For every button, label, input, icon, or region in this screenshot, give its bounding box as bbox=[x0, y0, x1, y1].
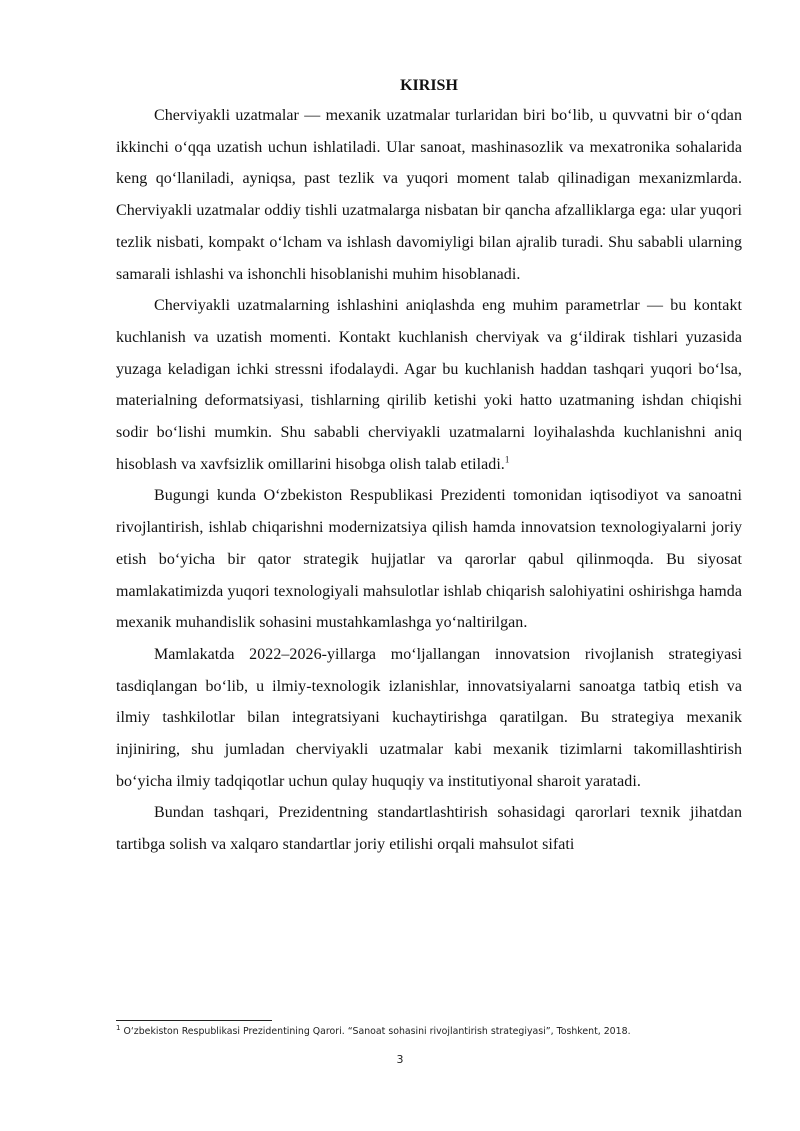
document-body bbox=[116, 76, 742, 861]
paragraph-3: Bugungi kunda O‘zbekiston Respublikasi Prezidenti tomonidan iqtisodiyot va sanoatni rivojlantirish, ishlab chiqarishni modernizatsiya qilish hamda innovatsion texnologiyalarni joriy etish bo‘yicha bir qator strategik hujjatlar va qarorlar qabul qilinmoqda. Bu siyosat mamlakatimizda yuqori texnologiyali mahsulotlar ishlab chiqarish salohiyatini oshirishga hamda mexanik muhandislik sohasini mustahkamlashga yo‘naltirilgan. bbox=[116, 487, 742, 632]
footnote-marker: 1 bbox=[116, 1023, 121, 1032]
footnote-area bbox=[116, 1020, 742, 1039]
footnote bbox=[116, 1025, 742, 1039]
paragraph-2-text: Cherviyakli uzatmalarning ishlashini aniqlashda eng muhim parametrlar — bu kontakt kuchlanish va uzatish momenti. Kontakt kuchlanish cherviyak va g‘ildirak tishlari yuzasida yuzaga keladigan ichki stressni ifodalaydi. Agar bu kuchlanish haddan tashqari yuqori bo‘lsa, materialning deformatsiyasi, tishlarning qirilib ketishi yoki hatto uzatmaning ishdan chiqishi sodir bo‘lishi mumkin. Shu sababli cherviyakli uzatmalarni loyihalashda kuchlanishni aniq hisoblash va xavfsizlik omillarini hisobga olish talab etiladi. bbox=[116, 297, 742, 473]
footnote-text: O‘zbekiston Respublikasi Prezidentining Qarori. “Sanoat sohasini rivojlantirish strategiyasi”, Toshkent, 2018. bbox=[120, 1026, 631, 1037]
section-title: KIRISH bbox=[400, 77, 458, 94]
footnote-reference[interactable]: 1 bbox=[504, 454, 510, 465]
page-number: 3 bbox=[396, 1053, 404, 1066]
footnote-separator bbox=[116, 1020, 272, 1021]
paragraph-1: Cherviyakli uzatmalar — mexanik uzatmalar turlaridan biri bo‘lib, u quvvatni bir o‘qdan ikkinchi o‘qqa uzatish uchun ishlatiladi. Ular sanoat, mashinasozlik va mexatronika sohalarida keng qo‘llaniladi, ayniqsa, past tezlik va yuqori moment talab qilinadigan mexanizmlarda. Cherviyakli uzatmalar oddiy tishli uzatmalarga nisbatan bir qancha afzalliklarga ega: ular yuqori tezlik nisbati, kompakt o‘lcham va ishlash davomiyligi bilan ajralib turadi. Shu sababli ularning samarali ishlashi va ishonchli hisoblanishi muhim hisoblanadi. bbox=[116, 107, 742, 283]
paragraph-2 bbox=[116, 290, 742, 480]
paragraph-5: Bundan tashqari, Prezidentning standartlashtirish sohasidagi qarorlari texnik jihatdan tartibga solish va xalqaro standartlar joriy etilishi orqali mahsulot sifati bbox=[116, 804, 742, 854]
paragraph-4: Mamlakatda 2022–2026-yillarga mo‘ljallangan innovatsion rivojlanish strategiyasi tasdiqlangan bo‘lib, u ilmiy-texnologik izlanishlar, innovatsiyalarni sanoatga tatbiq etish va ilmiy tashkilotlar bilan integratsiyani kuchaytirishga qaratilgan. Bu strategiya mexanik injiniring, shu jumladan cherviyakli uzatmalar kabi mexanik tizimlarni takomillashtirish bo‘yicha ilmiy tadqiqotlar uchun qulay huquqiy va institutiyonal sharoit yaratadi. bbox=[116, 645, 742, 790]
